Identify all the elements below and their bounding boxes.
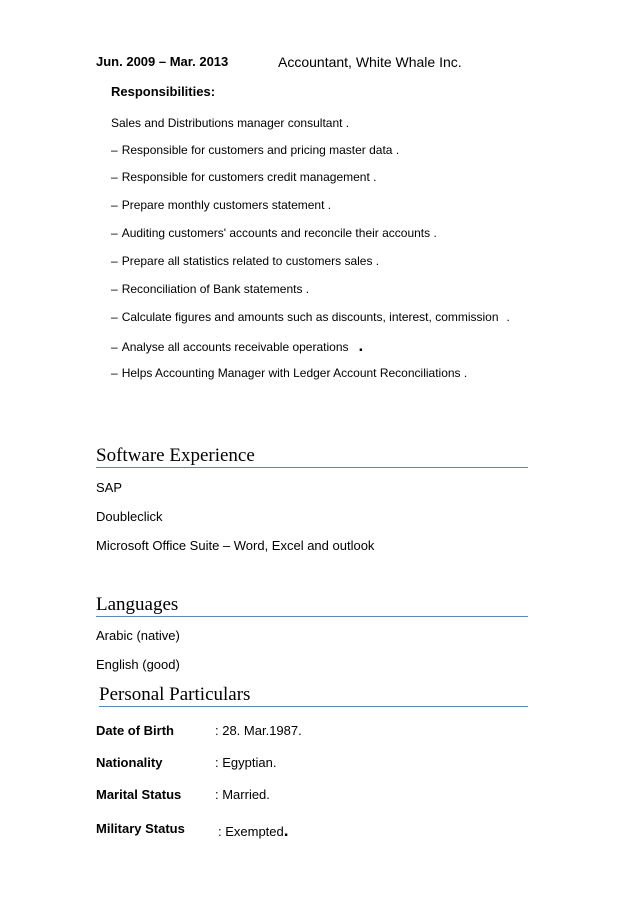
software-item: Doubleclick: [96, 509, 163, 524]
military-status-text: : Exempted: [218, 824, 284, 839]
software-item: Microsoft Office Suite – Word, Excel and outlook: [96, 538, 375, 553]
personal-particulars-heading: Personal Particulars: [99, 685, 528, 707]
responsibility-item: [111, 198, 331, 212]
trailing-period: .: [358, 336, 364, 355]
responsibility-item: [111, 282, 309, 296]
languages-heading: Languages: [96, 595, 528, 617]
responsibility-item: [111, 310, 510, 324]
marital-status-label: Marital Status: [96, 787, 182, 802]
dash-bullet: –: [111, 226, 118, 240]
military-status-label: Military Status: [96, 821, 185, 836]
responsibilities-intro: Sales and Distributions manager consultant .: [111, 116, 350, 130]
responsibility-text: Prepare monthly customers statement .: [121, 198, 332, 212]
responsibility-item: [111, 336, 363, 356]
language-item: English (good): [96, 657, 180, 672]
trailing-period: .: [283, 821, 289, 840]
language-item: Arabic (native): [96, 628, 180, 643]
marital-status-value: : Married.: [215, 787, 270, 802]
trailing-period: .: [506, 310, 510, 324]
responsibility-text: Responsible for customers and pricing master data .: [121, 143, 400, 157]
responsibility-item: [111, 226, 437, 240]
software-experience-heading: Software Experience: [96, 446, 528, 468]
responsibility-item: [111, 366, 467, 380]
responsibility-text: Responsible for customers credit management .: [121, 170, 377, 184]
job-period: Jun. 2009 – Mar. 2013: [96, 54, 229, 69]
software-item: SAP: [96, 480, 123, 495]
dash-bullet: –: [111, 366, 118, 380]
responsibility-text: Analyse all accounts receivable operations: [121, 340, 349, 354]
responsibility-text: Reconciliation of Bank statements .: [121, 282, 310, 296]
dash-bullet: –: [111, 198, 118, 212]
dash-bullet: –: [111, 310, 118, 324]
date-of-birth-value: : 28. Mar.1987.: [215, 723, 302, 738]
date-of-birth-label: Date of Birth: [96, 723, 174, 738]
dash-bullet: –: [111, 282, 118, 296]
responsibility-item: [111, 254, 379, 268]
dash-bullet: –: [111, 254, 118, 268]
job-title: Accountant, White Whale Inc.: [278, 54, 462, 70]
nationality-value: : Egyptian.: [215, 755, 277, 770]
responsibility-item: [111, 143, 399, 157]
nationality-label: Nationality: [96, 755, 163, 770]
dash-bullet: –: [111, 143, 118, 157]
dash-bullet: –: [111, 170, 118, 184]
responsibility-item: [111, 170, 376, 184]
responsibility-text: Calculate figures and amounts such as discounts, interest, commission: [121, 310, 499, 324]
responsibilities-heading: Responsibilities:: [111, 84, 216, 99]
responsibility-text: Auditing customers' accounts and reconcile their accounts .: [121, 226, 437, 240]
responsibility-text: Prepare all statistics related to customers sales .: [121, 254, 380, 268]
military-status-value: [218, 821, 289, 841]
dash-bullet: –: [111, 340, 118, 354]
responsibility-text: Helps Accounting Manager with Ledger Account Reconciliations .: [121, 366, 468, 380]
